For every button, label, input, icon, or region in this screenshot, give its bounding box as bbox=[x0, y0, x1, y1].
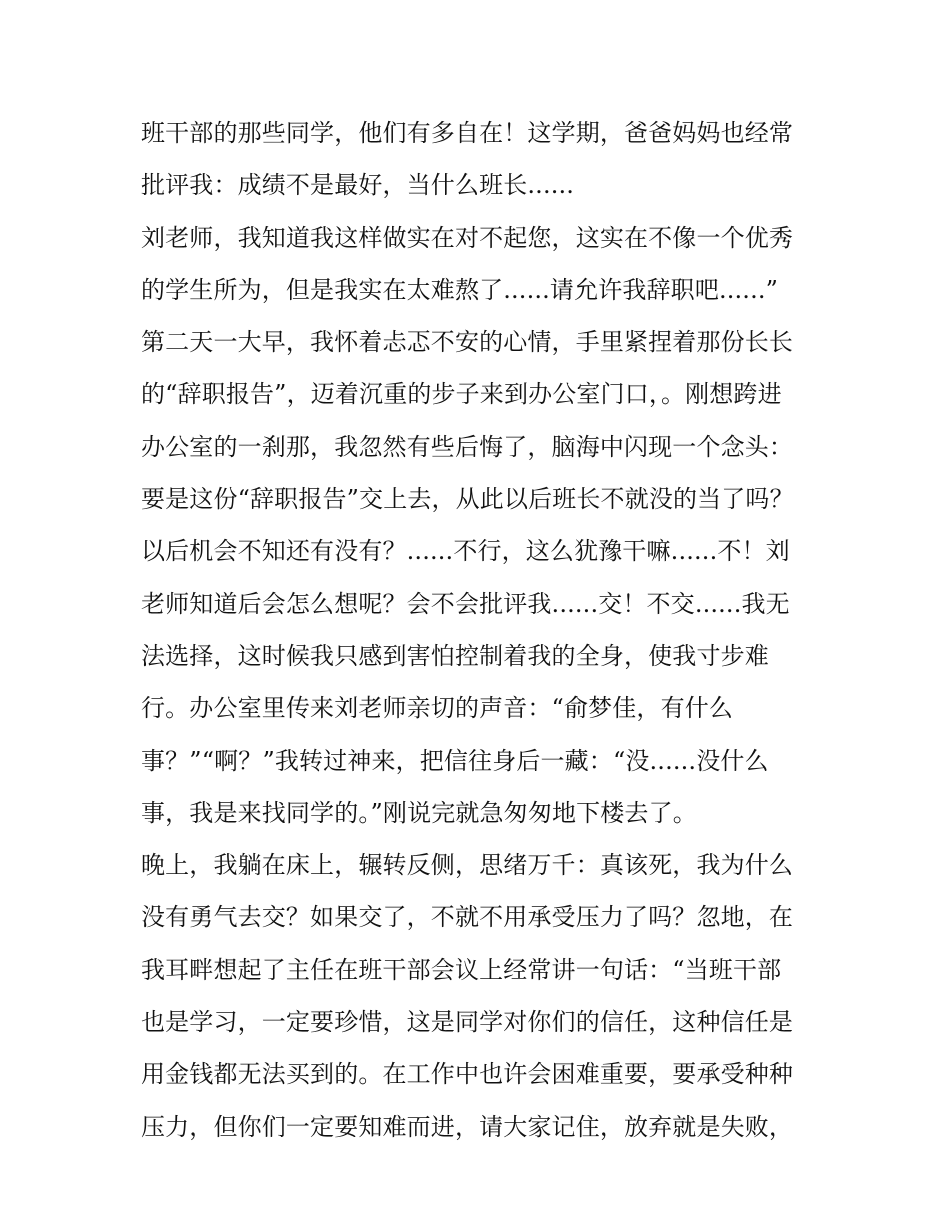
text-line: 我耳畔想起了主任在班干部会议上经常讲一句话：“当班干部 bbox=[141, 955, 782, 984]
text-line: 事？”“啊？”我转过神来，把信往身后一藏：“没......没什么 bbox=[141, 746, 769, 775]
text-line: 办公室的一刹那，我忽然有些后悔了，脑海中闪现一个念头： bbox=[141, 432, 794, 461]
text-line: 压力，但你们一定要知难而进，请大家记住，放弃就是失败， bbox=[141, 1112, 794, 1141]
text-line: 刘老师，我知道我这样做实在对不起您，这实在不像一个优秀 bbox=[141, 223, 794, 252]
text-line: 用金钱都无法买到的。在工作中也许会困难重要，要承受种种 bbox=[141, 1060, 794, 1089]
text-line: 法选择，这时候我只感到害怕控制着我的全身，使我寸步难 bbox=[141, 641, 769, 670]
text-line: 以后机会不知还有没有？......不行，这么犹豫干嘛......不！刘 bbox=[141, 537, 790, 566]
text-line: 事，我是来找同学的。”刚说完就急匆匆地下楼去了。 bbox=[141, 798, 697, 827]
text-line: 晚上，我躺在床上，辗转反侧，思绪万千：真该死，我为什么 bbox=[141, 851, 794, 880]
text-line: 第二天一大早，我怀着忐忑不安的心情，手里紧捏着那份长长 bbox=[141, 328, 794, 357]
text-line: 班干部的那些同学，他们有多自在！这学期，爸爸妈妈也经常 bbox=[141, 119, 794, 147]
text-line: 要是这份“辞职报告”交上去，从此以后班长不就没的当了吗？ bbox=[141, 485, 794, 514]
body-text bbox=[141, 107, 821, 1153]
text-line: 批评我：成绩不是最好，当什么班长...... bbox=[141, 171, 575, 200]
text-line: 行。办公室里传来刘老师亲切的声音：“俞梦佳，有什么 bbox=[141, 694, 734, 723]
text-line: 的学生所为，但是我实在太难熬了......请允许我辞职吧......” bbox=[141, 275, 779, 304]
text-line: 没有勇气去交？如果交了，不就不用承受压力了吗？忽地，在 bbox=[141, 903, 794, 932]
text-line: 老师知道后会怎么想呢？会不会批评我......交！不交......我无 bbox=[141, 589, 790, 618]
text-line: 的“辞职报告”，迈着沉重的步子来到办公室门口，。刚想跨进 bbox=[141, 380, 782, 409]
text-line: 也是学习，一定要珍惜，这是同学对你们的信任，这种信任是 bbox=[141, 1008, 794, 1037]
